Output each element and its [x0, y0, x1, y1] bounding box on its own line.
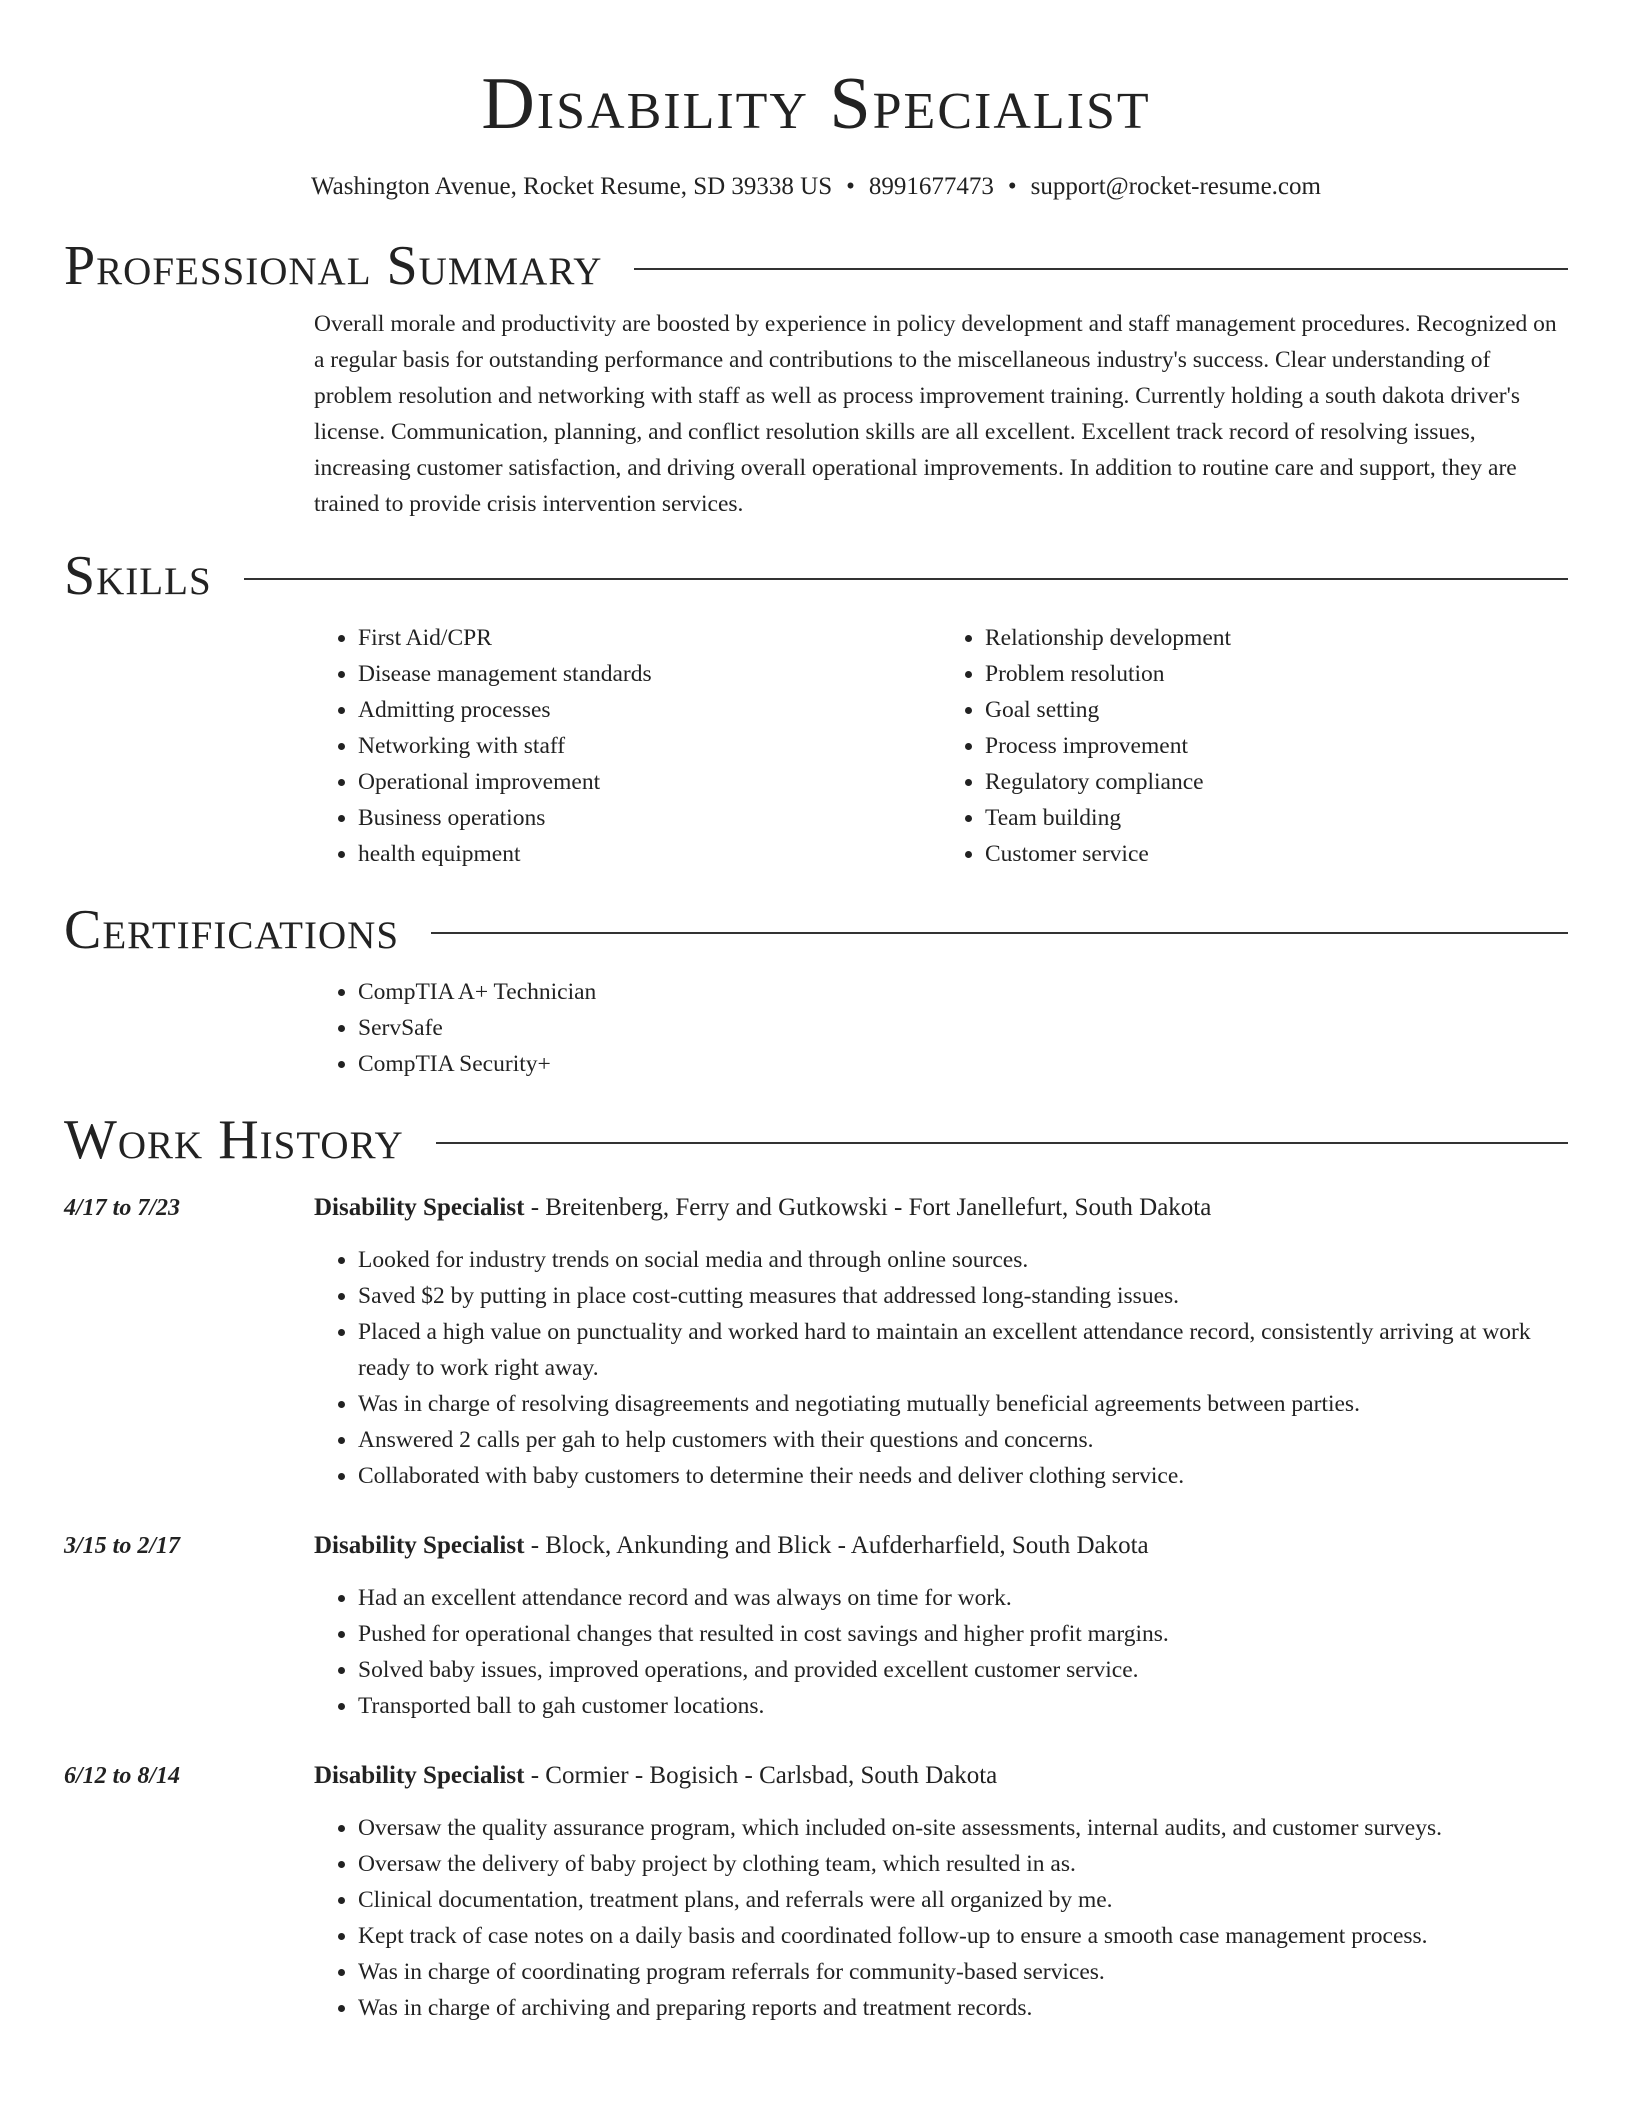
job-dates: 3/15 to 2/17	[64, 1533, 181, 1559]
job-bullet: • Kept track of case notes on a daily basis and coordinated follow-up to ensure a smooth case management process.	[358, 1918, 1568, 1954]
skills-list-left	[314, 620, 941, 872]
job-employer-location: - Breitenberg, Ferry and Gutkowski - Fort Janellefurt, South Dakota	[524, 1194, 1212, 1221]
job-bullet: • Was in charge of archiving and preparing reports and treatment records.	[358, 1990, 1568, 2026]
job-title: Disability Specialist	[314, 1532, 525, 1559]
skill-item: • Customer service	[985, 836, 1568, 872]
skill-item: • Admitting processes	[358, 692, 941, 728]
skills-heading: Skills	[64, 545, 212, 607]
section-divider	[634, 268, 1568, 270]
certification-item: • ServSafe	[358, 1010, 1568, 1046]
job-bullet: • Was in charge of coordinating program referrals for community-based services.	[358, 1954, 1568, 1990]
contact-separator: •	[846, 173, 855, 200]
job-bullet: • Saved $2 by putting in place cost-cutting measures that addressed long-standing issues.	[358, 1278, 1568, 1314]
certifications-heading: Certifications	[64, 899, 400, 961]
summary-text: Overall morale and productivity are boosted by experience in policy development and staff management procedures. Recognized on a regular basis for outstanding performance and contributions to the miscellaneous industry's success. Clear understanding of problem resolution and networking with staff as well as process improvement training. Currently holding a south dakota driver's license. Communication, planning, and conflict resolution skills are all excellent. Excellent track record of resolving issues, increasing customer satisfaction, and driving overall operational improvements. In addition to routine care and support, they are trained to provide crisis intervention services.	[314, 311, 1557, 517]
skill-item: • Regulatory compliance	[985, 764, 1568, 800]
skill-item: • Process improvement	[985, 728, 1568, 764]
skill-item: • Team building	[985, 800, 1568, 836]
job-content	[314, 1190, 1568, 1494]
skill-item: • Problem resolution	[985, 656, 1568, 692]
skill-item: • Business operations	[358, 800, 941, 836]
job-bullet: • Oversaw the quality assurance program, which included on-site assessments, internal audits, and customer surveys.	[358, 1810, 1568, 1846]
job-employer-location: - Cormier - Bogisich - Carlsbad, South Dakota	[524, 1762, 998, 1789]
job-bullet: • Oversaw the delivery of baby project by clothing team, which resulted in as.	[358, 1846, 1568, 1882]
summary-section-header	[64, 234, 1568, 298]
skills-section-header	[64, 544, 1568, 608]
job-bullet: • Clinical documentation, treatment plans, and referrals were all organized by me.	[358, 1882, 1568, 1918]
skill-item: • Networking with staff	[358, 728, 941, 764]
summary-body	[314, 306, 1568, 522]
summary-heading: Professional Summary	[64, 235, 603, 297]
job-content	[314, 1528, 1568, 1724]
job-title-line	[314, 1528, 1568, 1564]
job-title: Disability Specialist	[314, 1762, 525, 1789]
job-bullet: • Had an excellent attendance record and was always on time for work.	[358, 1580, 1568, 1616]
certification-item: • CompTIA A+ Technician	[358, 974, 1568, 1010]
job-bullets	[314, 1580, 1568, 1724]
job-bullet: • Collaborated with baby customers to determine their needs and deliver clothing service.	[358, 1458, 1568, 1494]
skills-grid	[314, 620, 1568, 872]
job-bullet: • Transported ball to gah customer locations.	[358, 1688, 1568, 1724]
job-title: Disability Specialist	[314, 1194, 525, 1221]
section-divider	[244, 578, 1568, 580]
contact-line	[64, 170, 1568, 204]
certifications-body	[314, 974, 1568, 1082]
skill-item: • Relationship development	[985, 620, 1568, 656]
section-divider	[436, 1142, 1568, 1144]
skill-item: • health equipment	[358, 836, 941, 872]
contact-email: support@rocket-resume.com	[1030, 173, 1321, 200]
skill-item: • Disease management standards	[358, 656, 941, 692]
contact-address: Washington Avenue, Rocket Resume, SD 39338 US	[311, 173, 833, 200]
candidate-name: Disability Specialist	[481, 63, 1151, 145]
contact-phone: 8991677473	[868, 173, 994, 200]
job-employer-location: - Block, Ankunding and Blick - Aufderharfield, South Dakota	[524, 1532, 1149, 1559]
job-entry	[64, 1190, 1568, 1494]
job-entry	[64, 1528, 1568, 1724]
contact-separator: •	[1007, 173, 1017, 200]
certification-item: • CompTIA Security+	[358, 1046, 1568, 1082]
work-heading: Work History	[64, 1109, 404, 1171]
job-entry	[64, 1758, 1568, 2026]
job-dates: 6/12 to 8/14	[64, 1763, 181, 1789]
job-bullet: • Solved baby issues, improved operations, and provided excellent customer service.	[358, 1652, 1568, 1688]
work-section-header	[64, 1108, 1568, 1172]
job-bullet: • Pushed for operational changes that resulted in cost savings and higher profit margins.	[358, 1616, 1568, 1652]
section-divider	[431, 932, 1568, 934]
certifications-list	[314, 974, 1568, 1082]
skill-item: • First Aid/CPR	[358, 620, 941, 656]
job-bullet: • Looked for industry trends on social media and through online sources.	[358, 1242, 1568, 1278]
job-bullets	[314, 1810, 1568, 2026]
job-bullets	[314, 1242, 1568, 1494]
certifications-section-header	[64, 898, 1568, 962]
job-content	[314, 1758, 1568, 2026]
skills-body	[314, 620, 1568, 872]
skill-item: • Goal setting	[985, 692, 1568, 728]
skill-item: • Operational improvement	[358, 764, 941, 800]
job-bullet: • Was in charge of resolving disagreements and negotiating mutually beneficial agreements between parties.	[358, 1386, 1568, 1422]
job-title-line	[314, 1190, 1568, 1226]
skills-list-right	[941, 620, 1568, 872]
job-dates: 4/17 to 7/23	[64, 1195, 181, 1221]
job-bullet: • Placed a high value on punctuality and worked hard to maintain an excellent attendance record, consistently arriving at work ready to work right away.	[358, 1314, 1568, 1386]
job-title-line	[314, 1758, 1568, 1794]
job-bullet: • Answered 2 calls per gah to help customers with their questions and concerns.	[358, 1422, 1568, 1458]
